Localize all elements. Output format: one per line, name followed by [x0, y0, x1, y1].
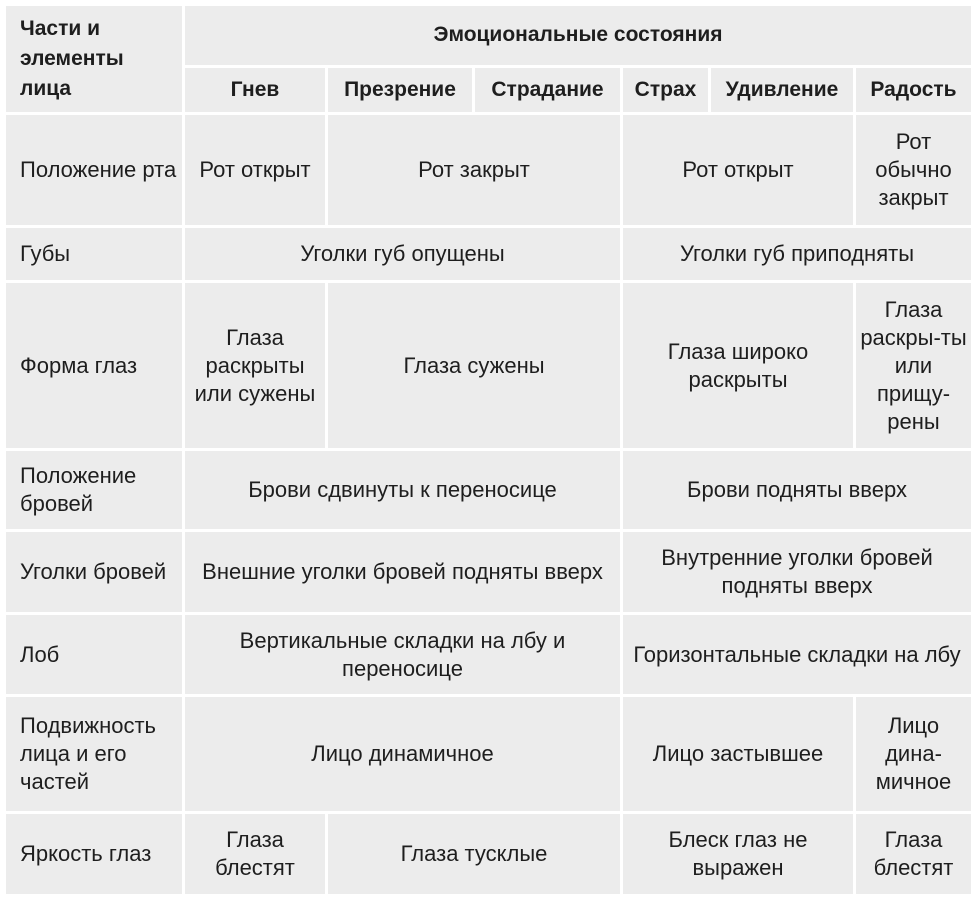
row-label-brow-corners: Уголки бровей: [5, 531, 184, 614]
emotion-header-surprise: Удивление: [710, 66, 855, 113]
cell: Брови подняты вверх: [622, 450, 973, 531]
emotional-states-table: [3, 3, 974, 897]
emotion-header-contempt: Презрение: [327, 66, 474, 113]
cell: Брови сдвинуты к переносице: [184, 450, 622, 531]
group-header: Эмоциональные состояния: [184, 5, 973, 67]
cell: Глаза широко раскрыты: [622, 282, 855, 450]
cell: Внешние уголки бровей подняты вверх: [184, 531, 622, 614]
cell: Рот открыт: [622, 114, 855, 227]
row-label-eye-shape: Форма глаз: [5, 282, 184, 450]
cell: Глаза тусклые: [327, 813, 622, 896]
emotion-header-fear: Страх: [622, 66, 710, 113]
emotion-header-suffering: Страдание: [474, 66, 622, 113]
cell: Уголки губ приподняты: [622, 227, 973, 282]
cell: Рот закрыт: [327, 114, 622, 227]
row-label-forehead: Лоб: [5, 614, 184, 696]
corner-header: Части и элементы лица: [5, 5, 184, 114]
cell: Глаза блестят: [184, 813, 327, 896]
cell: Лицо дина-мичное: [855, 696, 973, 813]
cell: Уголки губ опущены: [184, 227, 622, 282]
row-label-mouth: Положение рта: [5, 114, 184, 227]
emotion-header-joy: Радость: [855, 66, 973, 113]
row-label-mobility: Подвижность лица и его частей: [5, 696, 184, 813]
emotion-header-anger: Гнев: [184, 66, 327, 113]
row-label-eye-brightness: Яркость глаз: [5, 813, 184, 896]
cell: Блеск глаз не выражен: [622, 813, 855, 896]
cell: Рот обычно закрыт: [855, 114, 973, 227]
cell: Внутренние уголки бровей подняты вверх: [622, 531, 973, 614]
row-label-lips: Губы: [5, 227, 184, 282]
cell: Глаза раскрыты или сужены: [184, 282, 327, 450]
cell: Лицо застывшее: [622, 696, 855, 813]
cell: Глаза блестят: [855, 813, 973, 896]
cell: Глаза раскры-ты или прищу-рены: [855, 282, 973, 450]
cell: Вертикальные складки на лбу и переносице: [184, 614, 622, 696]
cell: Лицо динамичное: [184, 696, 622, 813]
cell: Рот открыт: [184, 114, 327, 227]
cell: Глаза сужены: [327, 282, 622, 450]
cell: Горизонтальные складки на лбу: [622, 614, 973, 696]
row-label-brow-position: Положение бровей: [5, 450, 184, 531]
